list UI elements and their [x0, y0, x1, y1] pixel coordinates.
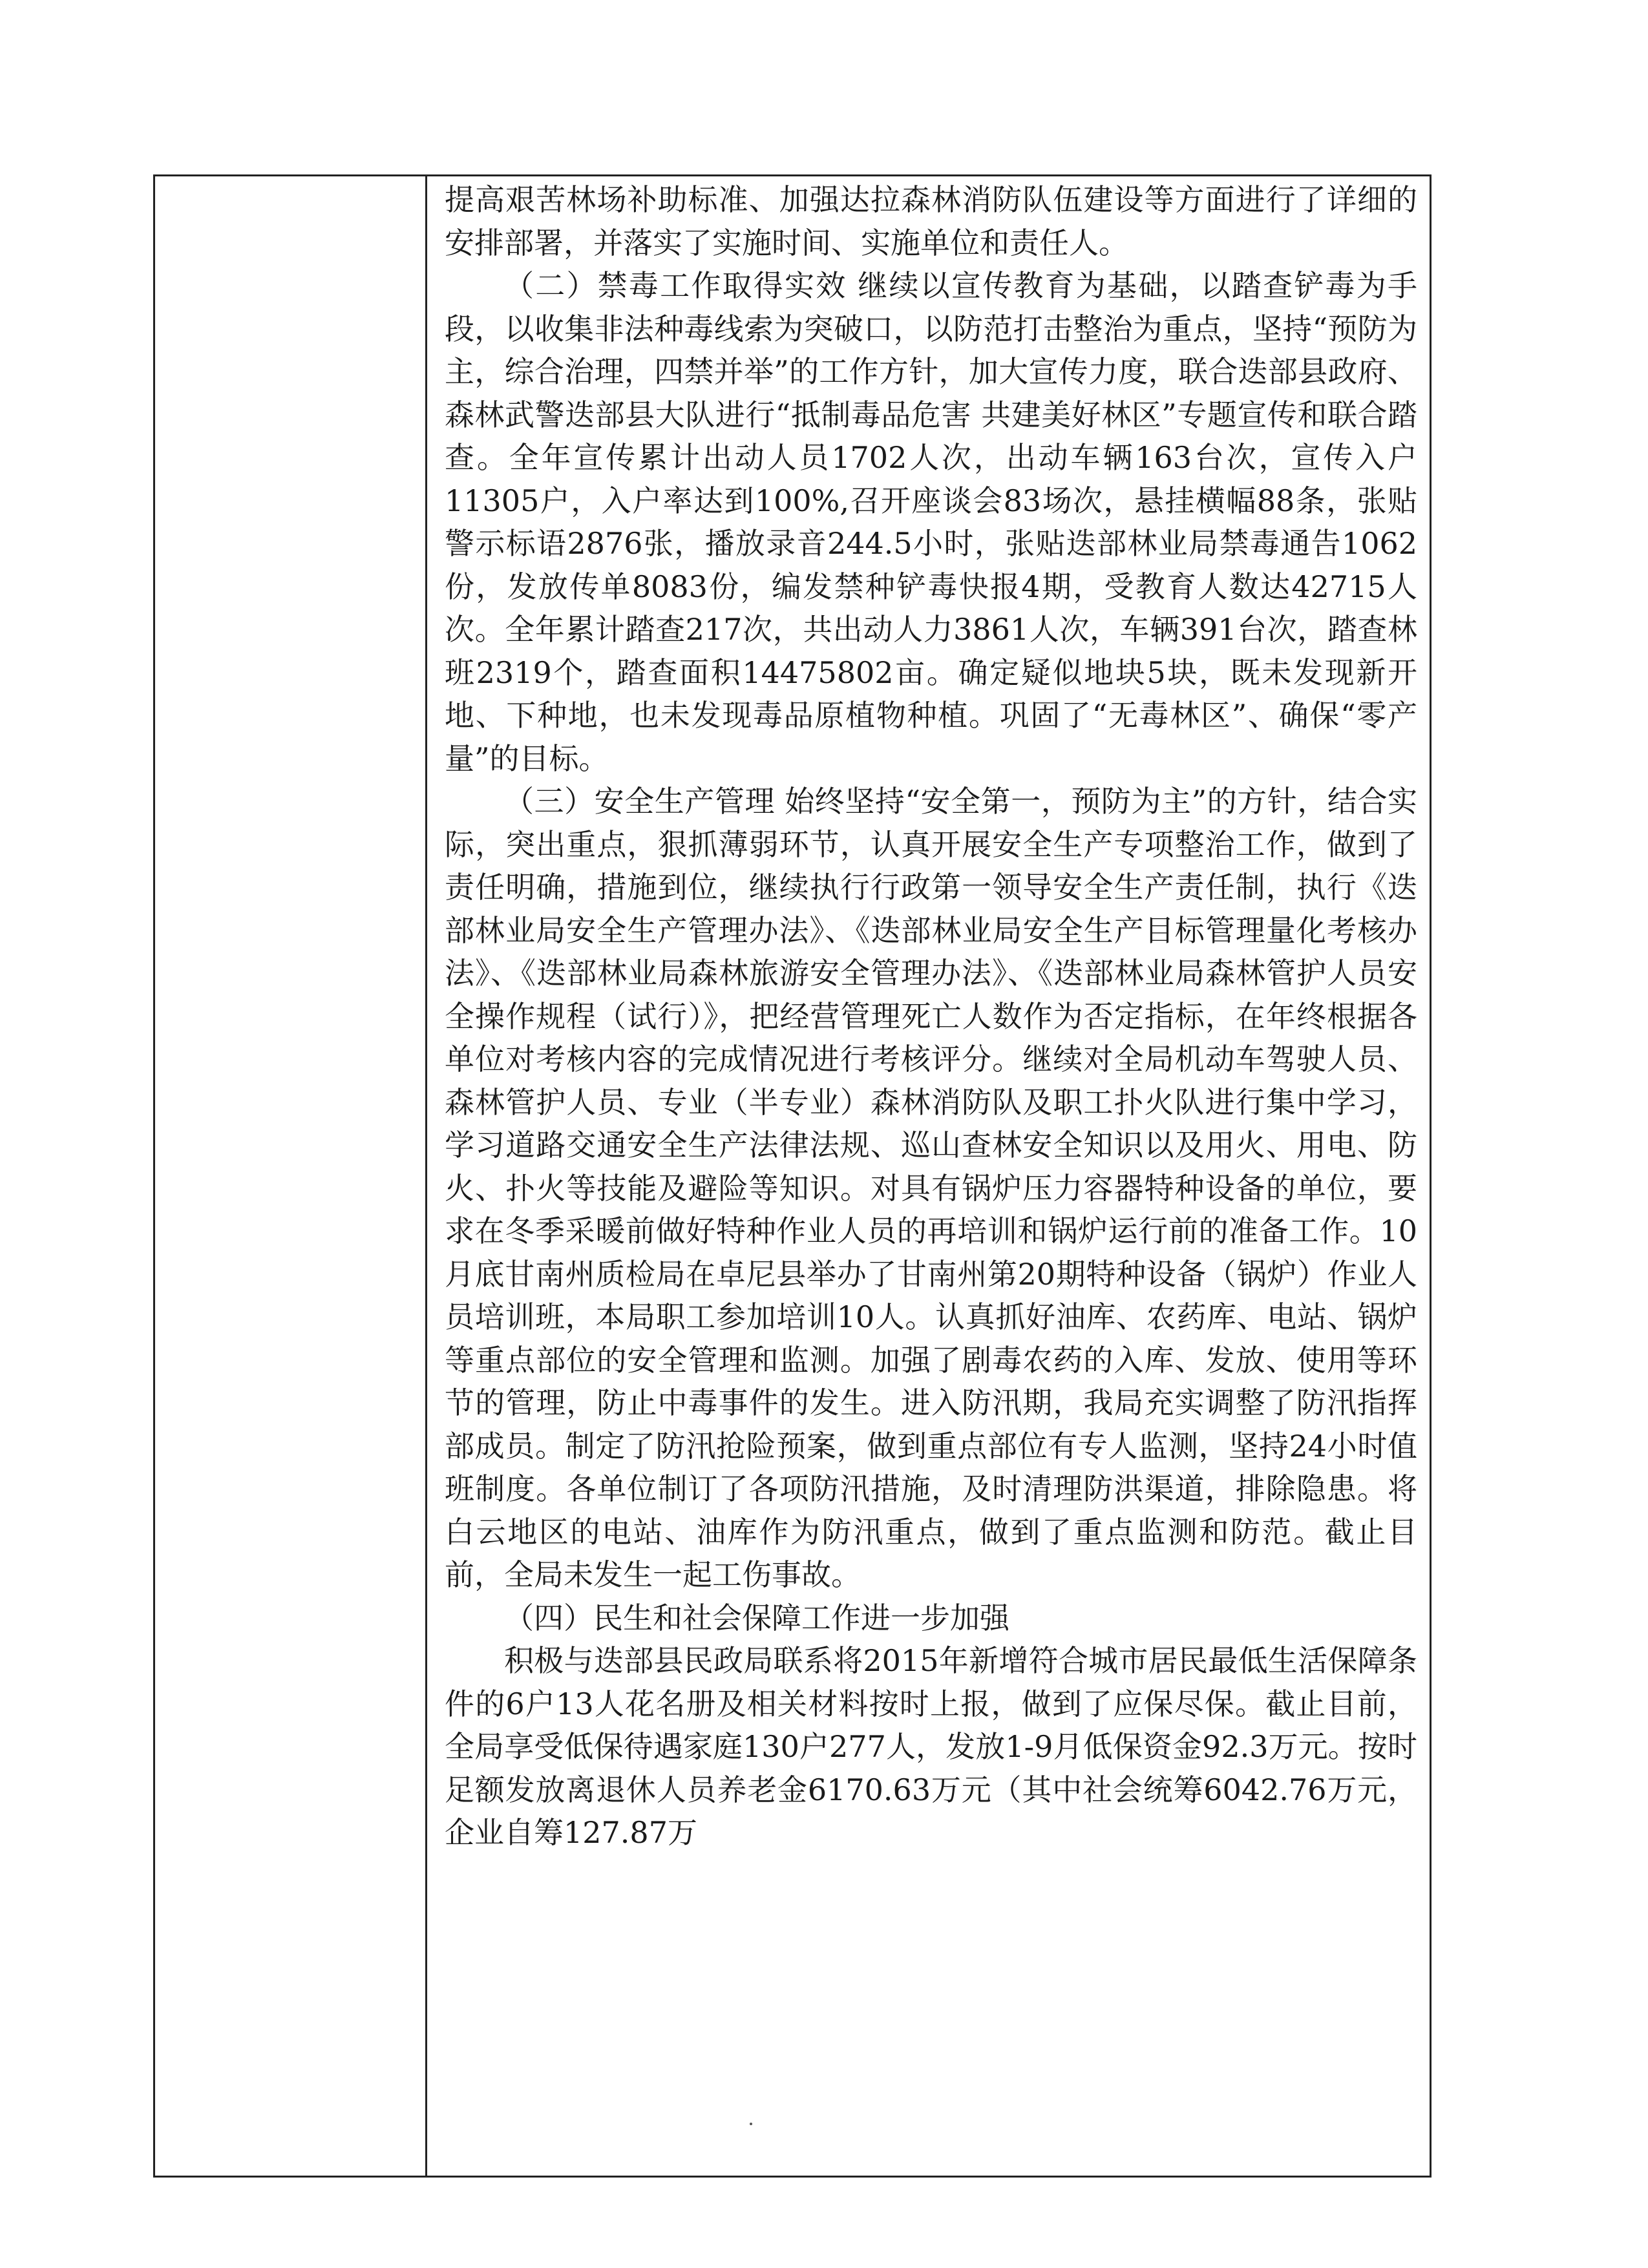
scan-speck — [750, 2123, 752, 2125]
paragraph-social-security: 积极与迭部县民政局联系将2015年新增符合城市居民最低生活保障条件的6户13人花名册及相关材料按时上报，做到了应保尽保。截止目前，全局享受低保待遇家庭130户277人，发放1-9月低保资金92.3万元。按时足额发放离退休人员养老金6170.63万元（其中社会统筹6042.76万元，企业自筹127.87万 — [445, 1643, 1417, 1850]
column-divider — [425, 174, 427, 2178]
paragraph-continuation: 提高艰苦林场补助标准、加强达拉森林消防队伍建设等方面进行了详细的安排部署，并落实了实施时间、实施单位和责任人。 — [445, 182, 1417, 260]
paragraph-safety-production: （三）安全生产管理 始终坚持“安全第一，预防为主”的方针，结合实际，突出重点，狠抓薄弱环节，认真开展安全生产专项整治工作，做到了责任明确，措施到位，继续执行行政第一领导安全生产责任制，执行《迭部林业局安全生产管理办法》、《迭部林业局安全生产目标管理量化考核办法》、《迭部林业局森林旅游安全管理办法》、《迭部林业局森林管护人员安全操作规程（试行）》，把经营管理死亡人数作为否定指标，在年终根据各单位对考核内容的完成情况进行考核评分。继续对全局机动车驾驶人员、森林管护人员、专业（半专业）森林消防队及职工扑火队进行集中学习，学习道路交通安全生产法律法规、巡山查林安全知识以及用火、用电、防火、扑火等技能及避险等知识。对具有锅炉压力容器特种设备的单位，要求在冬季采暖前做好特种作业人员的再培训和锅炉运行前的准备工作。10月底甘南州质检局在卓尼县举办了甘南州第20期特种设备（锅炉）作业人员培训班，本局职工参加培训10人。认真抓好油库、农药库、电站、锅炉等重点部位的安全管理和监测。加强了剧毒农药的入库、发放、使用等环节的管理，防止中毒事件的发生。进入防汛期，我局充实调整了防汛指挥部成员。制定了防汛抢险预案，做到重点部位有专人监测，坚持24小时值班制度。各单位制订了各项防汛措施，及时清理防洪渠道，排除隐患。将白云地区的电站、油库作为防汛重点，做到了重点监测和防范。截止目前，全局未发生一起工伤事故。 — [445, 784, 1417, 1592]
section-heading-livelihood: （四）民生和社会保障工作进一步加强 — [504, 1600, 1009, 1635]
report-body — [445, 178, 1417, 1854]
paragraph-drug-control: （二）禁毒工作取得实效 继续以宣传教育为基础，以踏查铲毒为手段，以收集非法种毒线索为突破口，以防范打击整治为重点，坚持“预防为主，综合治理，四禁并举”的工作方针，加大宣传力度，联合迭部县政府、森林武警迭部县大队进行“抵制毒品危害 共建美好林区”专题宣传和联合踏查。全年宣传累计出动人员1702人次，出动车辆163台次，宣传入户11305户，入户率达到100%,召开座谈会83场次，悬挂横幅88条，张贴警示标语2876张，播放录音244.5小时，张贴迭部林业局禁毒通告1062份，发放传单8083份，编发禁种铲毒快报4期，受教育人数达42715人次。全年累计踏查217次，共出动人力3861人次，车辆391台次，踏查林班2319个，踏查面积14475802亩。确定疑似地块5块，既未发现新开地、下种地，也未发现毒品原植物种植。巩固了“无毒林区”、确保“零产量”的目标。 — [445, 268, 1417, 776]
